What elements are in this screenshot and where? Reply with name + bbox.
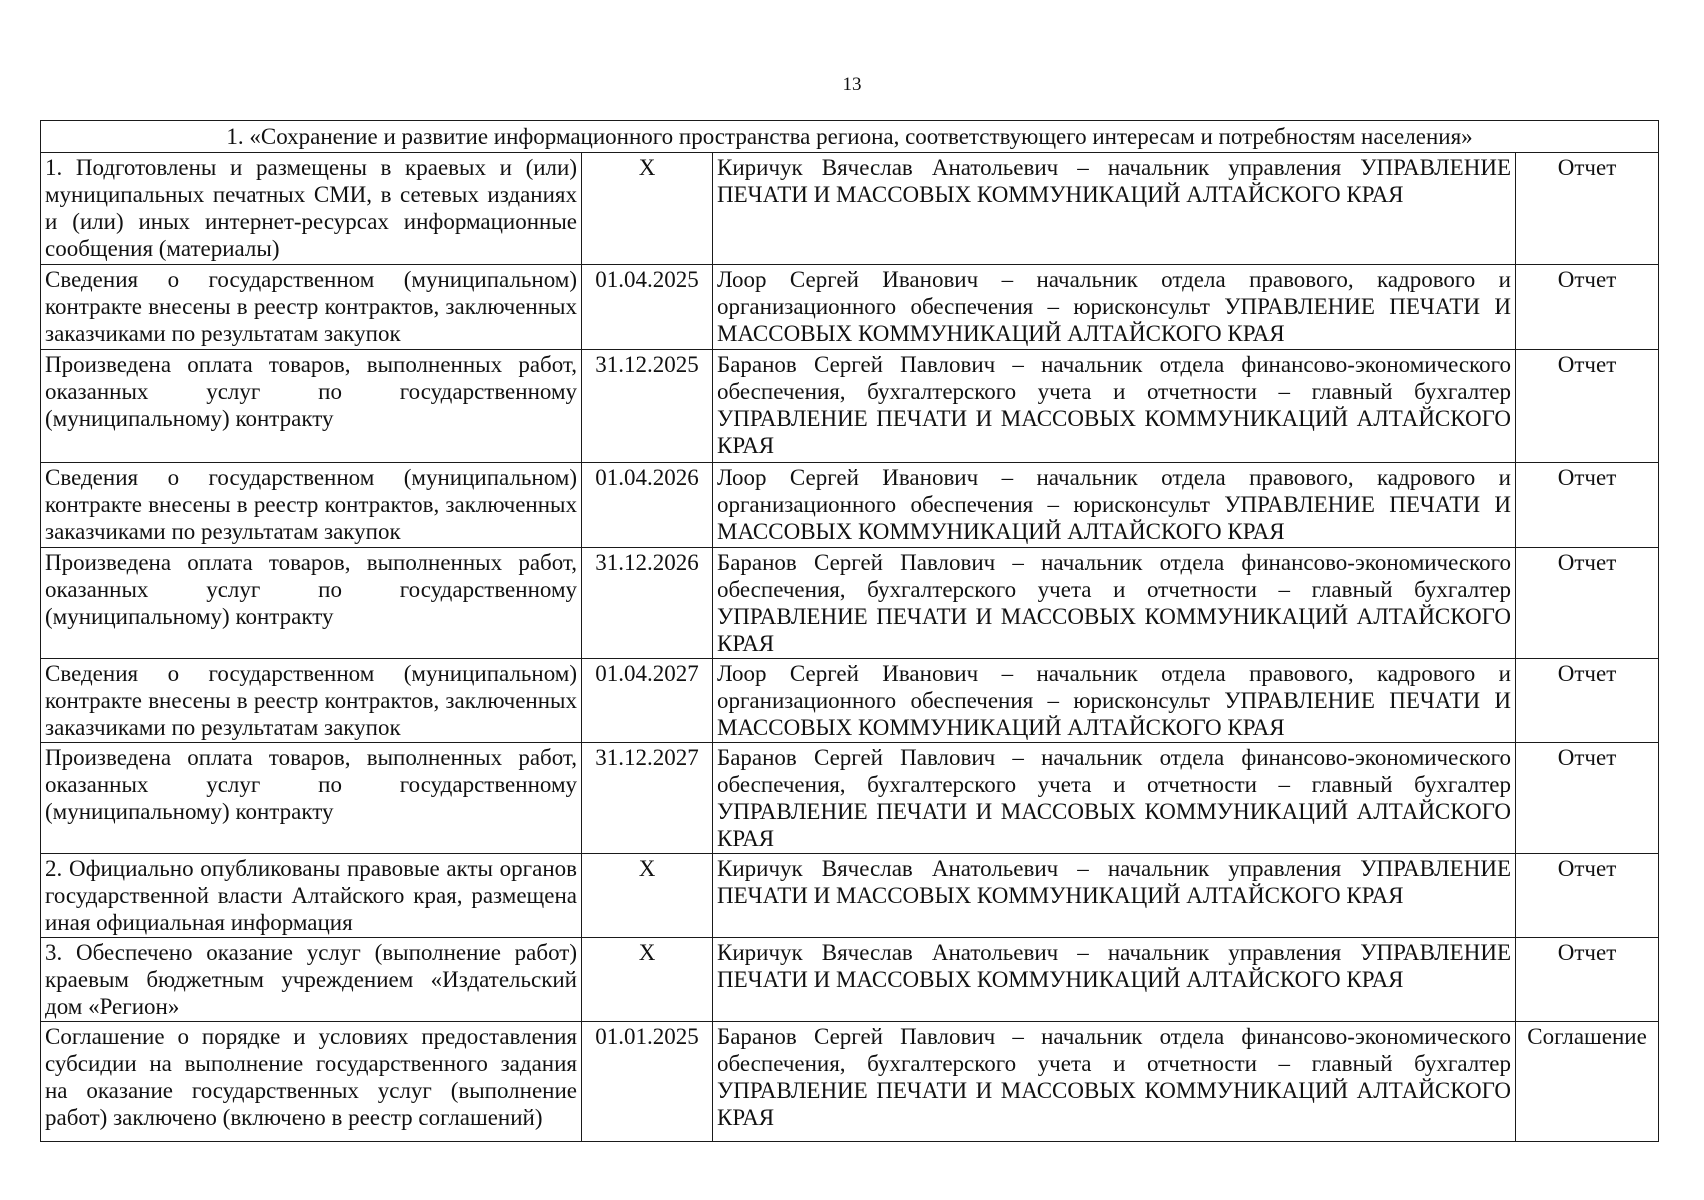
- table-row: [41, 1022, 1659, 1142]
- row-responsible: Баранов Сергей Павлович – начальник отдела финансово-экономического обеспечения, бухгалтерского учета и отчетности – главный бухгалтер УПРАВЛЕНИЕ ПЕЧАТИ И МАССОВЫХ КОММУНИКАЦИЙ АЛТАЙСКОГО КРАЯ: [713, 1022, 1516, 1142]
- row-description: Сведения о государственном (муниципальном) контракте внесены в реестр контрактов, заключенных заказчиками по результатам закупок: [41, 659, 582, 743]
- row-document: Отчет: [1516, 153, 1659, 265]
- row-description: Произведена оплата товаров, выполненных работ, оказанных услуг по государственному (муниципальному) контракту: [41, 743, 582, 854]
- row-document: Отчет: [1516, 659, 1659, 743]
- row-document: Отчет: [1516, 938, 1659, 1022]
- table-row: [41, 938, 1659, 1022]
- row-document: Отчет: [1516, 548, 1659, 659]
- row-date: 01.04.2025: [582, 265, 713, 350]
- row-date: 31.12.2026: [582, 548, 713, 659]
- row-date: 01.04.2026: [582, 463, 713, 548]
- row-description: Сведения о государственном (муниципальном) контракте внесены в реестр контрактов, заключенных заказчиками по результатам закупок: [41, 463, 582, 548]
- row-document: Отчет: [1516, 854, 1659, 938]
- row-date: X: [582, 854, 713, 938]
- table-row: [41, 463, 1659, 548]
- row-responsible: Баранов Сергей Павлович – начальник отдела финансово-экономического обеспечения, бухгалтерского учета и отчетности – главный бухгалтер УПРАВЛЕНИЕ ПЕЧАТИ И МАССОВЫХ КОММУНИКАЦИЙ АЛТАЙСКОГО КРАЯ: [713, 743, 1516, 854]
- page-number: 13: [842, 74, 862, 95]
- row-document: Отчет: [1516, 265, 1659, 350]
- row-document: Отчет: [1516, 743, 1659, 854]
- row-responsible: Лоор Сергей Иванович – начальник отдела правового, кадрового и организационного обеспечения – юрисконсульт УПРАВЛЕНИЕ ПЕЧАТИ И МАССОВЫХ КОММУНИКАЦИЙ АЛТАЙСКОГО КРАЯ: [713, 659, 1516, 743]
- row-responsible: Баранов Сергей Павлович – начальник отдела финансово-экономического обеспечения, бухгалтерского учета и отчетности – главный бухгалтер УПРАВЛЕНИЕ ПЕЧАТИ И МАССОВЫХ КОММУНИКАЦИЙ АЛТАЙСКОГО КРАЯ: [713, 548, 1516, 659]
- row-document: Отчет: [1516, 463, 1659, 548]
- row-date: 01.04.2027: [582, 659, 713, 743]
- table-row: [41, 153, 1659, 265]
- row-date: X: [582, 153, 713, 265]
- row-document: Соглашение: [1516, 1022, 1659, 1142]
- row-responsible: Лоор Сергей Иванович – начальник отдела правового, кадрового и организационного обеспечения – юрисконсульт УПРАВЛЕНИЕ ПЕЧАТИ И МАССОВЫХ КОММУНИКАЦИЙ АЛТАЙСКОГО КРАЯ: [713, 265, 1516, 350]
- row-date: 31.12.2027: [582, 743, 713, 854]
- row-description: Произведена оплата товаров, выполненных работ, оказанных услуг по государственному (муниципальному) контракту: [41, 548, 582, 659]
- row-date: X: [582, 938, 713, 1022]
- row-responsible: Киричук Вячеслав Анатольевич – начальник управления УПРАВЛЕНИЕ ПЕЧАТИ И МАССОВЫХ КОММУНИКАЦИЙ АЛТАЙСКОГО КРАЯ: [713, 938, 1516, 1022]
- row-description: 3. Обеспечено оказание услуг (выполнение работ) краевым бюджетным учреждением «Издательский дом «Регион»: [41, 938, 582, 1022]
- row-responsible: Баранов Сергей Павлович – начальник отдела финансово-экономического обеспечения, бухгалтерского учета и отчетности – главный бухгалтер УПРАВЛЕНИЕ ПЕЧАТИ И МАССОВЫХ КОММУНИКАЦИЙ АЛТАЙСКОГО КРАЯ: [713, 350, 1516, 463]
- section-header-row: [41, 121, 1659, 153]
- row-document: Отчет: [1516, 350, 1659, 463]
- row-date: 31.12.2025: [582, 350, 713, 463]
- plan-table: [40, 120, 1659, 1142]
- row-responsible: Лоор Сергей Иванович – начальник отдела правового, кадрового и организационного обеспечения – юрисконсульт УПРАВЛЕНИЕ ПЕЧАТИ И МАССОВЫХ КОММУНИКАЦИЙ АЛТАЙСКОГО КРАЯ: [713, 463, 1516, 548]
- row-description: 2. Официально опубликованы правовые акты органов государственной власти Алтайского края, размещена иная официальная информация: [41, 854, 582, 938]
- row-date: 01.01.2025: [582, 1022, 713, 1142]
- row-responsible: Киричук Вячеслав Анатольевич – начальник управления УПРАВЛЕНИЕ ПЕЧАТИ И МАССОВЫХ КОММУНИКАЦИЙ АЛТАЙСКОГО КРАЯ: [713, 854, 1516, 938]
- section-title: 1. «Сохранение и развитие информационного пространства региона, соответствующего интересам и потребностям населения»: [41, 121, 1659, 153]
- row-description: Сведения о государственном (муниципальном) контракте внесены в реестр контрактов, заключенных заказчиками по результатам закупок: [41, 265, 582, 350]
- row-responsible: Киричук Вячеслав Анатольевич – начальник управления УПРАВЛЕНИЕ ПЕЧАТИ И МАССОВЫХ КОММУНИКАЦИЙ АЛТАЙСКОГО КРАЯ: [713, 153, 1516, 265]
- table-row: [41, 659, 1659, 743]
- table-row: [41, 743, 1659, 854]
- table-row: [41, 548, 1659, 659]
- table-row: [41, 854, 1659, 938]
- row-description: Произведена оплата товаров, выполненных работ, оказанных услуг по государственному (муниципальному) контракту: [41, 350, 582, 463]
- row-description: Соглашение о порядке и условиях предоставления субсидии на выполнение государственного задания на оказание государственных услуг (выполнение работ) заключено (включено в реестр соглашений): [41, 1022, 582, 1142]
- table-row: [41, 265, 1659, 350]
- row-description: 1. Подготовлены и размещены в краевых и (или) муниципальных печатных СМИ, в сетевых изданиях и (или) иных интернет-ресурсах информационные сообщения (материалы): [41, 153, 582, 265]
- table-row: [41, 350, 1659, 463]
